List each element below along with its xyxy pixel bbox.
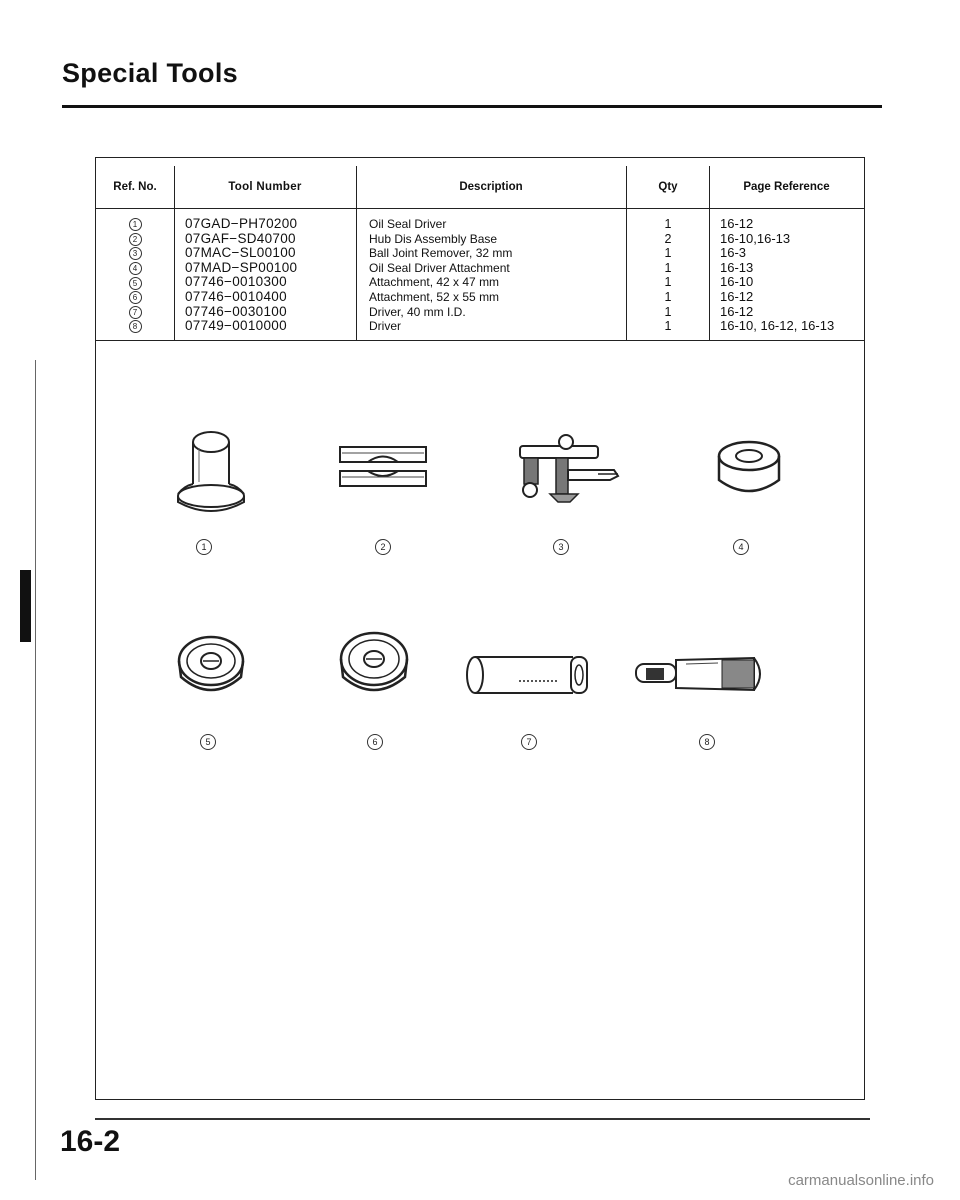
tool-number-6: 07746−0010400 — [185, 288, 287, 304]
tool-label-5: 5 — [200, 734, 216, 750]
tool-label-4: 4 — [733, 539, 749, 555]
ball-joint-remover-icon — [506, 430, 626, 510]
tool-label-3: 3 — [553, 539, 569, 555]
qty-5: 1 — [664, 275, 672, 290]
page-ref-7: 16-12 — [720, 303, 754, 319]
sheet-bottom-rule — [95, 1118, 870, 1120]
tool-number-4: 07MAD−SP00100 — [185, 259, 298, 275]
description-7: Driver, 40 mm I.D. — [369, 304, 466, 319]
seal-attachment-icon — [711, 436, 791, 506]
description-3: Ball Joint Remover, 32 mm — [369, 246, 513, 261]
page-ref-2: 16-10,16-13 — [720, 230, 791, 246]
driver-handle-icon — [626, 650, 796, 698]
tool-number-1: 07GAD−PH70200 — [185, 216, 298, 231]
qty-1: 1 — [664, 217, 672, 231]
description-5: Attachment, 42 x 47 mm — [369, 275, 500, 290]
ref-1: 1 — [129, 218, 142, 231]
attachment-52-icon — [334, 629, 414, 709]
description-column — [357, 209, 627, 341]
tool-label-6: 6 — [367, 734, 383, 750]
driver-40-icon — [461, 651, 596, 703]
page-ref-3: 16-3 — [720, 245, 747, 261]
table-header-row — [96, 166, 864, 209]
ref-2: 2 — [129, 233, 142, 246]
qty-column — [627, 209, 710, 341]
tool-label-7: 7 — [521, 734, 537, 750]
tool-number-7: 07746−0030100 — [185, 303, 287, 319]
qty-2: 2 — [664, 231, 672, 246]
tool-number-5: 07746−0010300 — [185, 274, 287, 290]
tool-label-8: 8 — [699, 734, 715, 750]
page-title: Special Tools — [62, 58, 238, 88]
page-ref-1: 16-12 — [720, 216, 754, 231]
ref-5: 5 — [129, 277, 142, 290]
header-qty: Qty — [627, 166, 710, 209]
oil-seal-driver-icon — [166, 420, 256, 520]
binding-line — [35, 360, 36, 1180]
table-row — [96, 209, 864, 341]
page-ref-4: 16-13 — [720, 259, 754, 275]
tool-label-2: 2 — [375, 539, 391, 555]
tool-number-3: 07MAC−SL00100 — [185, 245, 296, 261]
ref-6: 6 — [129, 291, 142, 304]
page-ref-6: 16-12 — [720, 288, 754, 304]
ref-column — [96, 209, 175, 341]
qty-7: 1 — [664, 304, 672, 319]
description-6: Attachment, 52 x 55 mm — [369, 289, 500, 304]
ref-8: 8 — [129, 320, 142, 333]
page-ref-5: 16-10 — [720, 274, 754, 290]
title-rule — [62, 105, 882, 108]
ref-4: 4 — [129, 262, 142, 275]
page-ref-8: 16-10, 16-12, 16-13 — [720, 318, 835, 334]
special-tools-table — [96, 166, 864, 341]
header-description: Description — [357, 166, 627, 209]
tool-number-column — [175, 209, 357, 341]
description-1: Oil Seal Driver — [369, 217, 447, 231]
tool-number-8: 07749−0010000 — [185, 318, 287, 334]
hub-base-icon — [334, 443, 434, 493]
page-reference-column — [710, 209, 865, 341]
ref-7: 7 — [129, 306, 142, 319]
header-page-reference: Page Reference — [710, 166, 865, 209]
attachment-42-icon — [171, 631, 251, 709]
qty-6: 1 — [664, 289, 672, 304]
section-tab-marker — [20, 570, 31, 642]
ref-3: 3 — [129, 247, 142, 260]
tool-number-2: 07GAF−SD40700 — [185, 230, 296, 246]
description-2: Hub Dis Assembly Base — [369, 231, 498, 246]
qty-8: 1 — [664, 319, 672, 334]
qty-3: 1 — [664, 246, 672, 261]
description-4: Oil Seal Driver Attachment — [369, 260, 510, 275]
tools-sheet — [95, 157, 865, 1100]
header-tool-number: Tool Number — [175, 166, 357, 209]
tool-label-1: 1 — [196, 539, 212, 555]
qty-4: 1 — [664, 260, 672, 275]
watermark: carmanualsonline.info — [788, 1172, 934, 1189]
description-8: Driver — [369, 319, 401, 334]
page-number: 16-2 — [60, 1125, 121, 1158]
header-ref-no: Ref. No. — [96, 166, 175, 209]
